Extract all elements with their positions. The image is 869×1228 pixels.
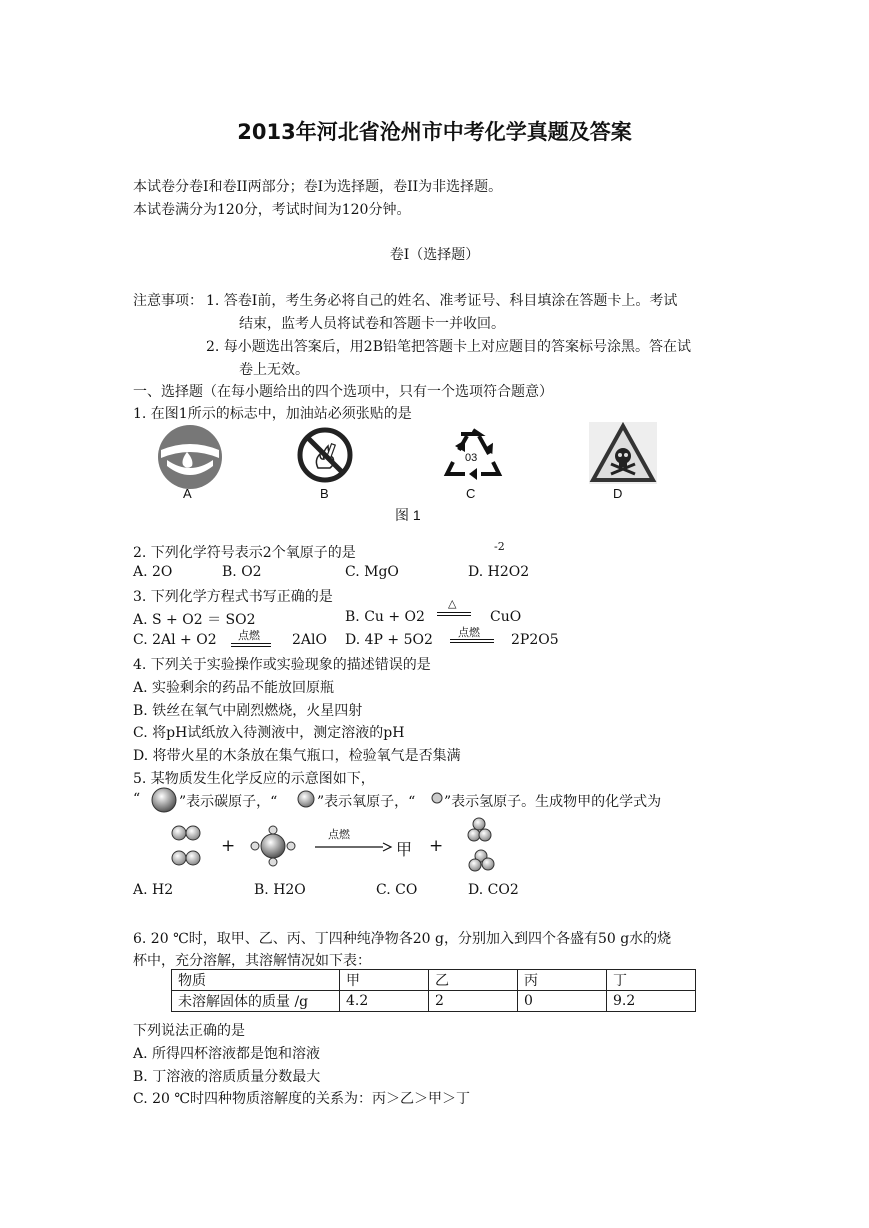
q4-option-a: A. 实验剩余的药品不能放回原瓶 (133, 680, 335, 696)
recycle-number: 03 (465, 452, 478, 464)
intro-line-1: 本试卷分卷Ⅰ和卷II两部分；卷Ⅰ为选择题，卷II为非选择题。 (133, 179, 503, 195)
reaction-plus-2: + (429, 836, 444, 856)
q5-option-d: D. CO2 (468, 882, 519, 898)
notice-item-1b: 结束，监考人员将试卷和答题卡一并收回。 (239, 316, 505, 332)
table-cell: 2 (429, 991, 518, 1012)
oxygen-molecule-1 (172, 826, 200, 840)
table-cell: 未溶解固体的质量 /g (172, 991, 340, 1012)
table-cell: 4.2 (340, 991, 429, 1012)
reaction-plus-1: + (221, 836, 236, 856)
table-cell: 乙 (429, 970, 518, 991)
q6-option-c: C. 20 ℃时四种物质溶解度的关系为：丙＞乙＞甲＞丁 (133, 1091, 471, 1107)
water-saving-sign-icon (157, 424, 223, 490)
q3-option-a: A. S + O2 ＝ SO2 (133, 612, 256, 628)
notice-item-1a: 1. 答卷Ⅰ前，考生务必将自己的姓名、准考证号、科目填涂在答题卡上。考试 (206, 293, 678, 309)
table-header-row (172, 970, 696, 991)
q5-legend-quote: “ (133, 791, 141, 807)
no-fire-sign-icon (296, 426, 354, 484)
q2-stem: 2. 下列化学符号表示2个氧原子的是 (133, 545, 356, 561)
q3-option-b-left: B. Cu + O2 (345, 609, 425, 625)
q6-option-a: A. 所得四杯溶液都是饱和溶液 (133, 1046, 321, 1062)
q2-superscript: -2 (494, 540, 505, 553)
q4-option-b: B. 铁丝在氧气中剧烈燃烧，火星四射 (133, 703, 363, 719)
q5-option-a: A. H2 (133, 882, 174, 898)
oxygen-molecule-2 (172, 851, 200, 865)
q2-option-c: C. MgO (345, 564, 399, 580)
table-cell: 物质 (172, 970, 340, 991)
toxic-sign-icon (589, 422, 657, 484)
section-title: 卷Ⅰ（选择题） (389, 247, 480, 263)
q3-b-condition: △ (448, 597, 457, 610)
q3-option-c-right: 2AlO (292, 632, 327, 648)
q3-c-condition: 点燃 (238, 629, 260, 642)
table-cell: 丁 (607, 970, 696, 991)
notice-label: 注意事项： (133, 293, 203, 309)
q6-stem-b: 杯中，充分溶解，其溶解情况如下表： (133, 953, 371, 969)
q4-option-c: C. 将pH试纸放入待测液中，测定溶液的pH (133, 725, 405, 741)
table-cell: 丙 (518, 970, 607, 991)
oxygen-atom-icon (296, 789, 316, 809)
q3-d-equals (450, 639, 494, 643)
q1-label-a: A (183, 486, 192, 501)
q3-option-d-right: 2P2O5 (511, 632, 559, 648)
page-title: 2013年河北省沧州市中考化学真题及答案 (237, 120, 632, 144)
table-cell: 9.2 (607, 991, 696, 1012)
reaction-product: 甲 (396, 840, 413, 859)
q1-label-d: D (613, 486, 623, 501)
intro-line-2: 本试卷满分为120分，考试时间为120分钟。 (133, 202, 411, 218)
q5-legend-text-3: ”表示氢原子。生成物甲的化学式为 (444, 794, 662, 810)
methane-molecule (251, 826, 295, 866)
reaction-diagram (165, 816, 505, 876)
q4-option-d: D. 将带火星的木条放在集气瓶口，检验氧气是否集满 (133, 748, 461, 764)
q5-option-c: C. CO (376, 882, 418, 898)
q3-option-b-right: CuO (490, 609, 522, 625)
figure-caption: 图 1 (395, 507, 421, 523)
carbon-atom-icon (150, 786, 178, 814)
hydrogen-atom-icon (430, 791, 444, 805)
reaction-condition: 点燃 (328, 828, 350, 841)
q3-option-c-left: C. 2Al + O2 (133, 632, 217, 648)
q5-stem: 5. 某物质发生化学反应的示意图如下， (133, 771, 375, 787)
table-cell: 甲 (340, 970, 429, 991)
q2-option-b: B. O2 (222, 564, 262, 580)
q6-after: 下列说法正确的是 (133, 1023, 245, 1039)
table-row (172, 991, 696, 1012)
q1-stem: 1. 在图1所示的标志中，加油站必须张贴的是 (133, 406, 412, 422)
q6-option-b: B. 丁溶液的溶质质量分数最大 (133, 1069, 321, 1085)
water-molecule-2 (469, 850, 494, 871)
q3-c-equals (231, 643, 271, 647)
q1-label-b: B (320, 486, 329, 501)
water-molecule-1 (468, 818, 491, 841)
q5-option-b: B. H2O (254, 882, 306, 898)
q4-stem: 4. 下列关于实验操作或实验现象的描述错误的是 (133, 657, 431, 673)
solubility-table (171, 969, 696, 1012)
q3-b-equals (437, 612, 471, 616)
part1-header: 一、选择题（在每小题给出的四个选项中，只有一个选项符合题意） (133, 384, 553, 400)
q5-legend-text-1: ”表示碳原子，“ (179, 794, 278, 810)
q2-option-d: D. H2O2 (468, 564, 530, 580)
q6-stem-a: 6. 20 ℃时，取甲、乙、丙、丁四种纯净物各20 g，分别加入到四个各盛有50 g水的烧 (133, 931, 672, 947)
q3-d-condition: 点燃 (458, 626, 480, 639)
q5-legend-text-2: ”表示氧原子，“ (317, 794, 416, 810)
q3-stem: 3. 下列化学方程式书写正确的是 (133, 589, 333, 605)
notice-item-2a: 2. 每小题选出答案后，用2B铅笔把答题卡上对应题目的答案标号涂黑。答在试 (206, 339, 692, 355)
q1-label-c: C (466, 486, 476, 501)
table-cell: 0 (518, 991, 607, 1012)
notice-item-2b: 卷上无效。 (239, 362, 309, 378)
q3-option-d-left: D. 4P + 5O2 (345, 632, 433, 648)
q2-option-a: A. 2O (133, 564, 173, 580)
